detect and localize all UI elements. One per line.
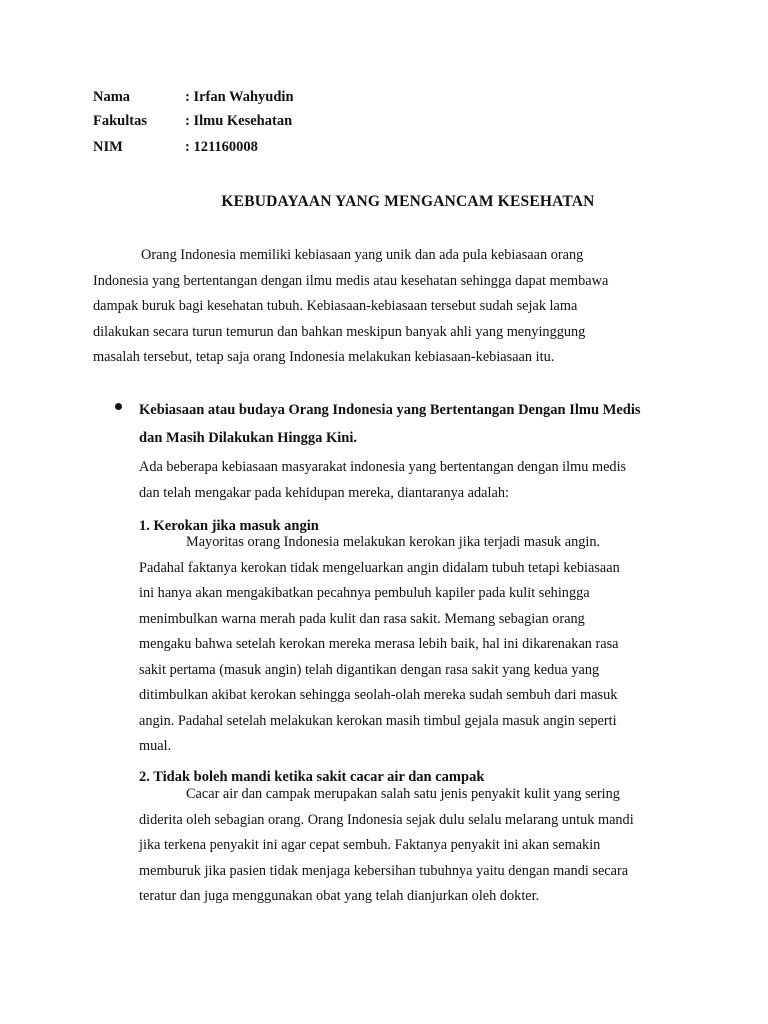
paragraph-line: ditimbulkan akibat kerokan sehingga seolah-olah mereka sudah sembuh dari masuk xyxy=(139,687,618,703)
paragraph-line: memburuk jika pasien tidak menjaga kebersihan tubuhnya yaitu dengan mandi secara xyxy=(139,862,629,879)
item-paragraph-1 xyxy=(139,530,620,760)
heading-line: Kebiasaan atau budaya Orang Indonesia yang Bertentangan Dengan Ilmu Medis xyxy=(139,402,641,418)
lead-paragraph xyxy=(139,455,626,506)
paragraph-line: teratur dan juga menggunakan obat yang telah dianjurkan oleh dokter. xyxy=(139,888,540,904)
paragraph-line: Padahal faktanya kerokan tidak mengeluarkan angin didalam tubuh tetapi kebiasaan xyxy=(139,559,620,576)
paragraph-line: diderita oleh sebagian orang. Orang Indonesia sejak dulu selalu melarang untuk mandi xyxy=(139,811,634,828)
paragraph-line: mengaku bahwa setelah kerokan mereka merasa lebih baik, hal ini dikarenakan rasa xyxy=(139,636,619,652)
paragraph-line: Orang Indonesia memiliki kebiasaan yang unik dan ada pula kebiasaan orang xyxy=(141,247,584,263)
paragraph-line: dan telah mengakar pada kehidupan mereka, diantaranya adalah: xyxy=(139,484,509,501)
info-row-fakultas xyxy=(93,111,292,131)
paragraph-line: angin. Padahal setelah melakukan kerokan masih timbul gejala masuk angin seperti xyxy=(139,712,617,729)
info-label: NIM xyxy=(93,139,123,155)
paragraph-line: mual. xyxy=(139,738,172,754)
document-title: KEBUDAYAAN YANG MENGANCAM KESEHATAN xyxy=(221,193,595,210)
paragraph-line: Ada beberapa kebiasaan masyarakat indonesia yang bertentangan dengan ilmu medis xyxy=(139,459,627,475)
paragraph-line: dilakukan secara turun temurun dan bahkan meskipun banyak ahli yang menyinggung xyxy=(93,323,586,340)
paragraph-line: sakit pertama (masuk angin) telah digantikan dengan rasa sakit yang kedua yang xyxy=(139,661,600,678)
bullet-icon xyxy=(115,403,122,410)
item-paragraph-2 xyxy=(139,782,634,910)
item-heading-1: 1. Kerokan jika masuk angin xyxy=(139,518,319,534)
info-value: : Ilmu Kesehatan xyxy=(185,113,293,129)
paragraph-line: dampak buruk bagi kesehatan tubuh. Kebiasaan-kebiasaan tersebut sudah sejak lama xyxy=(93,298,578,314)
info-value: : 121160008 xyxy=(185,139,258,155)
section-heading xyxy=(139,396,641,452)
info-value: : Irfan Wahyudin xyxy=(185,89,294,105)
paragraph-line: menimbulkan warna merah pada kulit dan rasa sakit. Memang sebagian orang xyxy=(139,610,585,627)
paragraph-line: Indonesia yang bertentangan dengan ilmu medis atau kesehatan sehingga dapat membawa xyxy=(93,272,609,289)
paragraph-line: ini hanya akan mengakibatkan pecahnya pembuluh kapiler pada kulit sehingga xyxy=(139,585,590,601)
paragraph-line: masalah tersebut, tetap saja orang Indonesia melakukan kebiasaan-kebiasaan itu. xyxy=(93,349,555,365)
paragraph-line: Mayoritas orang Indonesia melakukan kerokan jika terjadi masuk angin. xyxy=(186,534,601,550)
info-label: Nama xyxy=(93,89,131,105)
item-heading-2: 2. Tidak boleh mandi ketika sakit cacar air dan campak xyxy=(139,769,485,785)
heading-line: dan Masih Dilakukan Hingga Kini. xyxy=(139,430,357,446)
paragraph-line: Cacar air dan campak merupakan salah satu jenis penyakit kulit yang sering xyxy=(186,786,620,802)
info-row-nama xyxy=(93,87,294,107)
paragraph-line: jika terkena penyakit ini agar cepat sembuh. Faktanya penyakit ini akan semakin xyxy=(139,837,601,853)
info-label: Fakultas xyxy=(93,113,147,129)
info-row-nim xyxy=(93,137,258,157)
intro-paragraph xyxy=(93,243,608,371)
